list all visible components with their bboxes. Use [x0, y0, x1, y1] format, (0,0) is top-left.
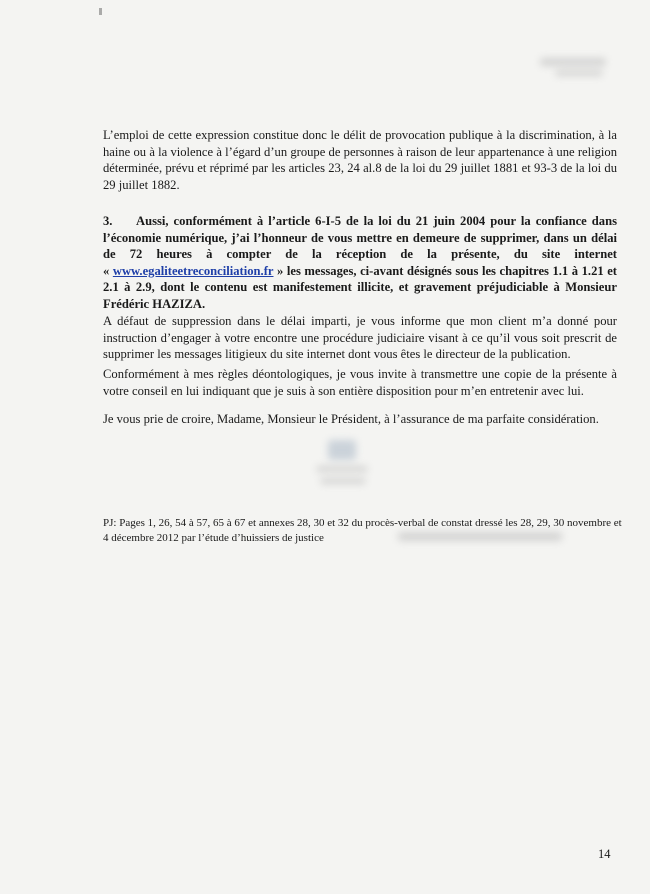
- signature-redacted: [310, 440, 370, 490]
- attachments-text: PJ: Pages 1, 26, 54 à 57, 65 à 67 et annexes 28, 30 et 32 du procès-verbal de constat dressé les 28, 29, 30 novembre et 4 décembre 2012 par l’étude d’huissiers de justice: [103, 517, 622, 544]
- redacted-header-name: [540, 58, 606, 66]
- paragraph-formal-notice: [103, 213, 617, 313]
- scan-mark: [99, 8, 102, 15]
- section-number: 3.: [103, 214, 113, 228]
- paragraph-legal-action: A défaut de suppression dans le délai imparti, je vous informe que mon client m’a donné pour instruction d’engager à votre encontre une procédure judiciaire visant à ce qu’il vous soit prescrit de supprimer les messages litigieux du site internet dont vous êtes le directeur de la publication.: [103, 314, 617, 362]
- attachments-note: [103, 516, 623, 546]
- redacted-header-role: [555, 70, 603, 76]
- formal-notice-text-b: » les messages, ci-avant désignés sous les chapitres 1.1 à 1.21 et 2.1 à 2.9, dont le contenu est manifestement illicite, et gravement préjudiciable à Monsieur Frédéric HAZIZA.: [103, 263, 617, 311]
- redacted-bailiff-name: [398, 532, 562, 541]
- formal-notice-text-a: Aussi, conformément à l’article 6-I-5 de la loi du 21 juin 2004 pour la confiance dans l’économie numérique, j’ai l’honneur de vous mettre en demeure de supprimer, dans un délai de 72 heures à compter de la réception de la présente, du site internet «: [103, 214, 617, 278]
- page-number: 14: [598, 847, 611, 861]
- paragraph-deontology: Conformément à mes règles déontologiques, je vous invite à transmettre une copie de la présente à votre conseil en lui indiquant que je suis à son entière disposition pour m’en entretenir avec lui.: [103, 367, 617, 398]
- paragraph-offence: L’emploi de cette expression constitue donc le délit de provocation publique à la discrimination, à la haine ou à la violence à l’égard d’un groupe de personnes à raison de leur appartenance à une religion déterminée, prévu et réprimé par les articles 23, 24 al.8 de la loi du 29 juillet 1881 et 93-3 de la loi du 29 juillet 1882.: [103, 128, 617, 192]
- website-link[interactable]: www.egaliteetreconciliation.fr: [112, 263, 274, 278]
- paragraph-closing: Je vous prie de croire, Madame, Monsieur le Président, à l’assurance de ma parfaite considération.: [103, 412, 599, 426]
